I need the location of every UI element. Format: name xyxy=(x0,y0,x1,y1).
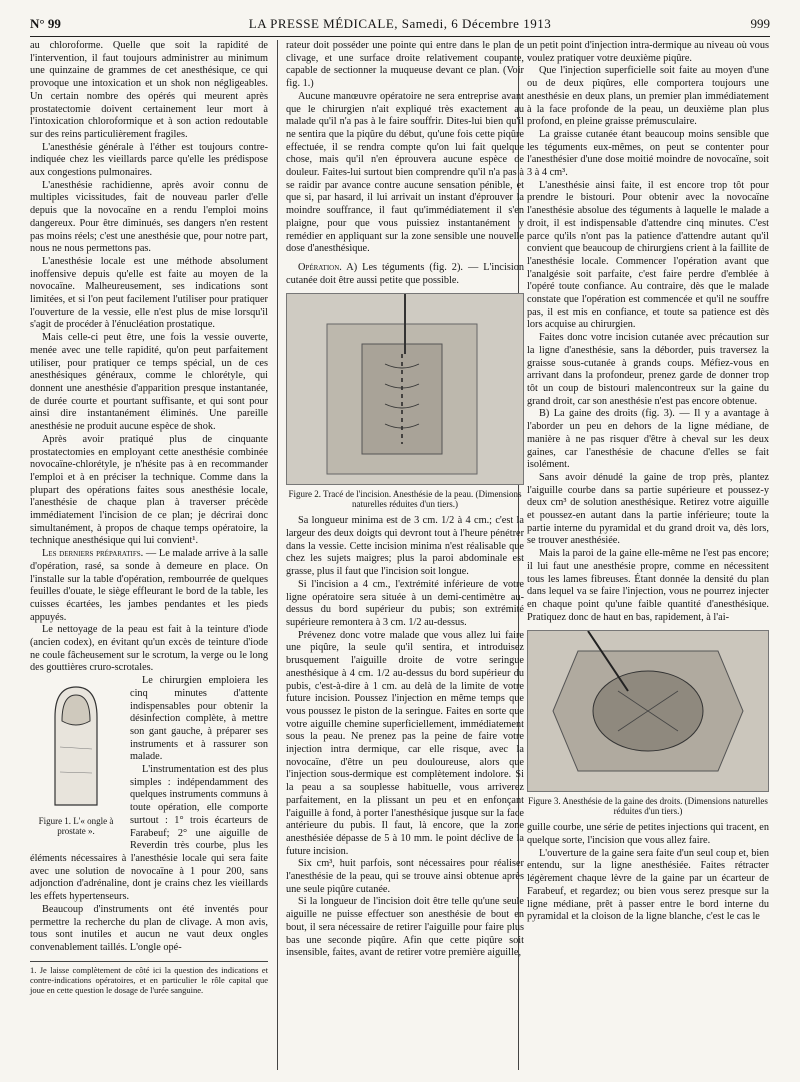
incision-illustration xyxy=(287,294,523,484)
paragraph: Sa longueur minima est de 3 cm. 1/2 à 4 cm.; c'est la largeur des deux doigts qui devront tout à l'heure pénétrer dans la vessie. Cette incision minima n'est réalisable que chez les sujets maigres; plus la paroi abdominale est grasse, plus il faut que l'incision soit longue. xyxy=(286,515,524,578)
paragraph: L'anesthésie locale est une méthode absolument inoffensive depuis qu'elle est faite au moyen de la novocaïne. Malheureusement, ses indications sont limitées, et si l'on peut facilement l'utiliser pour pratiquer l'ouverture de la vessie, elle n'est plus de mise lorsqu'il s'agit de procéder à l'énucléation prostatique. xyxy=(30,255,268,331)
paragraph: Que l'injection superficielle soit faite au moyen d'une ou de deux piqûres, elle comportera toujours une anesthésie en deux plans, un premier plan immédiatement à la face profonde de la peau, un deuxième plan plus profond, en pleine graisse prémusculaire. xyxy=(527,65,769,128)
paragraph: guille courbe, une série de petites injections qui tracent, en quelque sorte, l'incision que vous allez faire. xyxy=(527,822,769,847)
figure-1 xyxy=(30,677,122,842)
column-2 xyxy=(286,40,524,960)
figure-1-caption: Figure 1. L'« ongle à prostate ». xyxy=(38,815,114,836)
paragraph: L'anesthésie ainsi faite, il est encore trop tôt pour prendre le bistouri. Pour obtenir avec la novocaïne l'anesthésie absolue des téguments à laquelle le malade a droit, il est indispensable d'attendre cinq minutes. C'est parce qu'ils n'ont pas la patience d'attendre autant qu'il convient que beaucoup de chirurgiens crient à la faillite de l'anesthésie locale. Commencer l'opération avant que l'analgésie soit parfaite, c'est faire perdre d'emblée à l'opéré toute confiance. Au contraire, dès que le malade constate que l'opération est commencée et qu'il ne souffre pas, il est mis en confiance, et toute sa patience est dès lors acquise au chirurgien. xyxy=(527,179,769,331)
figure-2-caption: Figure 2. Tracé de l'incision. Anesthésie de la peau. (Dimensions naturelles réduites d'un tiers.) xyxy=(288,489,522,510)
page-number: 999 xyxy=(750,16,770,31)
paragraph: L'anesthésie générale à l'éther est toujours contre-indiquée chez les vieillards parce qu'elle les prédispose aux congestions pulmonaires. xyxy=(30,141,268,179)
paragraph: Si l'incision a 4 cm., l'extrémité inférieure de votre ligne opératoire sera située à un demi-centimètre au-dessus du bord supérieur du pubis; son extrémité supérieure remontera à 3 cm. 1/2 au-dessus. xyxy=(286,578,524,628)
paragraph: Si la longueur de l'incision doit être telle qu'une seule aiguille ne puisse effectuer son anesthésie de bout en bout, il sera nécessaire de retirer l'aiguille pour faire plus bas une seconde piqûre. Afin que cette piqûre soit insensible, faites, avant de retirer votre première aiguille, xyxy=(286,896,524,959)
journal-title: LA PRESSE MÉDICALE, Samedi, 6 Décembre 1913 xyxy=(248,16,552,31)
paragraph: Mais la paroi de la gaine elle-même ne l'est pas encore; il lui faut une anesthésie propre, comme en nécessitent tous les lames fibreuses. Étant donnée la densité du plan dans lequel va se faire l'injection, vous ne pourrez injecter en chaque point qu'une faible quantité d'anesthésique. Pratiquez donc de haut en bas, rapidement, à l'ai- xyxy=(527,548,769,623)
paragraph: Opération. A) Les téguments (fig. 2). — L'incision cutanée doit être aussi petite que possible. xyxy=(286,261,524,286)
paragraph: un petit point d'injection intra-dermique au niveau où vous voulez pratiquer votre deuxième piqûre. xyxy=(527,40,769,64)
figure-3 xyxy=(527,630,769,792)
paragraph: Six cm³, huit parfois, sont nécessaires pour réaliser l'anesthésie de la peau, qui se trouve ainsi obtenue après une seule piqûre cutanée. xyxy=(286,858,524,895)
page-header xyxy=(30,14,770,37)
paragraph: Le chirurgien emploiera les cinq minutes d'attente indispensables pour obtenir la désinfection complète, à mettre son gant gauche, à préparer ses instruments et à rassurer son malade. xyxy=(130,675,268,763)
paragraph: L'ouverture de la gaine sera faite d'un seul coup et, bien entendu, sur la ligne anesthésiée. Faites rétracter légèrement chaque lèvre de la gaine par un écarteur de Farabeuf, et regardez; ou bien vous serez presque sur la ligne médiane, prêt à passer entre le bord interne du pyramidal et la cloison de la ligne blanche, c'est le cas le xyxy=(527,847,769,923)
paragraph: B) La gaine des droits (fig. 3). — Il y a avantage à l'aborder un peu en dehors de la ligne médiane, de manière à ne pas risquer d'être à cheval sur les deux gaines, car l'anesthésie de chacune d'elles se fait isolément. xyxy=(527,408,769,471)
paragraph: Après avoir pratiqué plus de cinquante prostatectomies en employant cette anesthésie combinée novocaïne-chlorétyle, je n'hésite pas à en recommander l'emploi et à en préciser la technique. Comme dans la plupart des opérations faites sous anesthésie locale, l'anesthésie de chaque plan à traverser précède immédiatement l'incision de ce plan; je décrirai donc simultanément, à propos de chaque temps opératoire, la technique anesthésique qui lui convient¹. xyxy=(30,433,268,547)
paragraph: rateur doit posséder une pointe qui entre dans le plan de clivage, et une surface droite relativement coupante, capable de sectionner la muqueuse devant ce plan. (Voir fig. 1.) xyxy=(286,40,524,90)
footnote: 1. Je laisse complètement de côté ici la question des indications et contre-indications opératoires, et en particulier le rôle capital que joue en cette question le dosage de l'urée sanguine. xyxy=(30,961,268,995)
issue-number: N° 99 xyxy=(30,16,61,31)
column-3 xyxy=(527,40,769,924)
paragraph: Aucune manœuvre opératoire ne sera entreprise avant que le chirurgien n'ait expliqué très exactement au malade qu'il n'a pas à le faire souffrir. Dites-lui bien qu'il ne sentira que la piqûre du début, qu'une fois cette piqûre effectuée, il se rendra compte qu'on lui fait quelque chose, mais qu'il n'en éprouvera aucune espèce de douleur. Faites-lui surtout bien comprendre qu'il n'a pas à se raidir par avance contre aucune sensation pénible, et que si, par hasard, il lui arrivait un instant d'éprouver la moindre souffrance, il faut qu'immédiatement il s'en plaigne, pour que vous puissiez instantanément y remédier en appliquant sur la zone sensible une nouvelle dose d'anesthésique. xyxy=(286,90,524,255)
section-heading: Opération. xyxy=(298,261,342,273)
paragraph: au chloroforme. Quelle que soit la rapidité de l'intervention, il faut toujours administrer au minimum une quinzaine de grammes de cet anesthésique, ce qui provoque une intoxication et un shok non négligeables. Un certain nombre des opérés qui meurent après prostatectomie doivent certainement leur mort à l'intoxication chloroformique et à son action redoutable sur des reins particulièrement fragiles. xyxy=(30,40,268,140)
column-rule xyxy=(277,40,278,1070)
paragraph: Faites donc votre incision cutanée avec précaution sur la ligne d'anesthésie, sans la déborder, puis traversez la graisse sous-cutanée à grands coups. Méfiez-vous en arrivant dans la profondeur, prenez garde de donner trop tôt un coup de bistouri malencontreux sur la gaine du grand droit, car son anesthésie n'est pas encore obtenue. xyxy=(527,332,769,407)
sheath-illustration xyxy=(528,631,768,791)
figure-2 xyxy=(286,293,524,485)
section-heading: Les derniers préparatifs. xyxy=(42,548,144,560)
paragraph: Les derniers préparatifs. — Le malade arrive à la salle d'opération, rasé, sa sonde à demeure en place. On l'installe sur la table d'opération, rembourrée de quelques feuilles d'ouate, le siège effleurant le bord de la table, les cuisses écartées, les jambes pendantes et les pieds appuyés. xyxy=(30,548,268,623)
paragraph: La graisse cutanée étant beaucoup moins sensible que les téguments eux-mêmes, on peut se contenter pour l'anesthésier d'une dose moitié moindre de novocaïne, soit 3 à 4 cm³. xyxy=(527,128,769,179)
figure-3-caption: Figure 3. Anesthésie de la gaine des droits. (Dimensions naturelles réduites d'un tiers.) xyxy=(528,796,768,817)
paragraph: Mais celle-ci peut être, une fois la vessie ouverte, menée avec une telle rapidité, qu'on peut parfaitement utiliser, pour pratiquer ce temps spécial, un de ces anesthésiques généraux, comme le chlorétyle, qui donnent une anesthésie d'apparition presque instantanée, de durée courte et pourtant suffisante, et qui sont pour ainsi dire instantanément éliminés. Une pareille anesthésie ne produit aucune espèce de shok. xyxy=(30,332,268,433)
paragraph: L'instrumentation est des plus simples : indépendamment des quelques instruments communs à toute opération, elle comporte surtout : 1° trois écarteurs de Farabeuf; 2° une aiguille de Reverdin très courbe, plus les éléments nécessaires à l'anesthésie locale qui sera faite avec une solution de novocaïne à 1 pour 200, sans adjonction d'adrénaline, dont je crains chez les vieillards les effets hypertenseurs. xyxy=(30,764,268,903)
paragraph: Le nettoyage de la peau est fait à la teinture d'iode (ancien codex), en évitant qu'un excès de teinture d'iode ne coule fâcheusement sur le scrotum, la verge ou le long des gouttières cruro-scrotales. xyxy=(30,624,268,674)
paragraph: L'anesthésie rachidienne, après avoir connu de multiples vicissitudes, fait de nouveau parler d'elle depuis que la novocaïne en a rendu l'emploi moins dangereux. Pour être diminués, ses dangers n'en restent pas moins réels; c'est une anesthésie que, pour notre part, nous ne nous permettons pas. xyxy=(30,179,268,255)
paragraph: Beaucoup d'instruments ont été inventés pour permettre la recherche du plan de clivage. A mon avis, tous sont inutiles et aucun ne vaut deux ongles convenablement taillés. L'ongle opé- xyxy=(30,903,268,953)
column-1 xyxy=(30,40,268,995)
finger-illustration xyxy=(30,677,122,807)
paragraph: Sans avoir dénudé la gaine de trop près, plantez l'aiguille courbe dans sa partie supérieure et poussez-y deux cm³ de solution anesthésique. Retirez votre aiguille et poussez-en autant dans la partie inférieure; toute la partie interne du pyramidal et du grand droit va, dès lors, se trouver anesthésiée. xyxy=(527,471,769,547)
paragraph: Prévenez donc votre malade que vous allez lui faire une piqûre, la seule qu'il sentira, et introduisez brusquement l'aiguille droite de votre seringue anesthésique à 4 cm. 1/2 au-dessus du bord supérieur du pubis, c'est-à-dire à 1 cm. au delà de la limite de votre future incision. Poussez l'injection en même temps que vous poussez le piston de la seringue. Faites en sorte que votre aiguille chemine superficiellement, immédiatement sous la peau. Ne prenez pas la peine de faire votre injection intra dermique, car elle risque, avec la novocaïne, d'être un peu douloureuse, alors que l'injection sous-dermique est complètement indolore. Si la peau a sa souplesse habituelle, vous arriverez parfaitement, en la plissant un peu et en enfonçant l'aiguille à fond, à porter l'anesthésique jusque sur la face antérieure du pubis. Il faut, là encore, que la zone anesthésiée dépasse de 5 à 10 mm. le point déclive de la future incision. xyxy=(286,629,524,857)
